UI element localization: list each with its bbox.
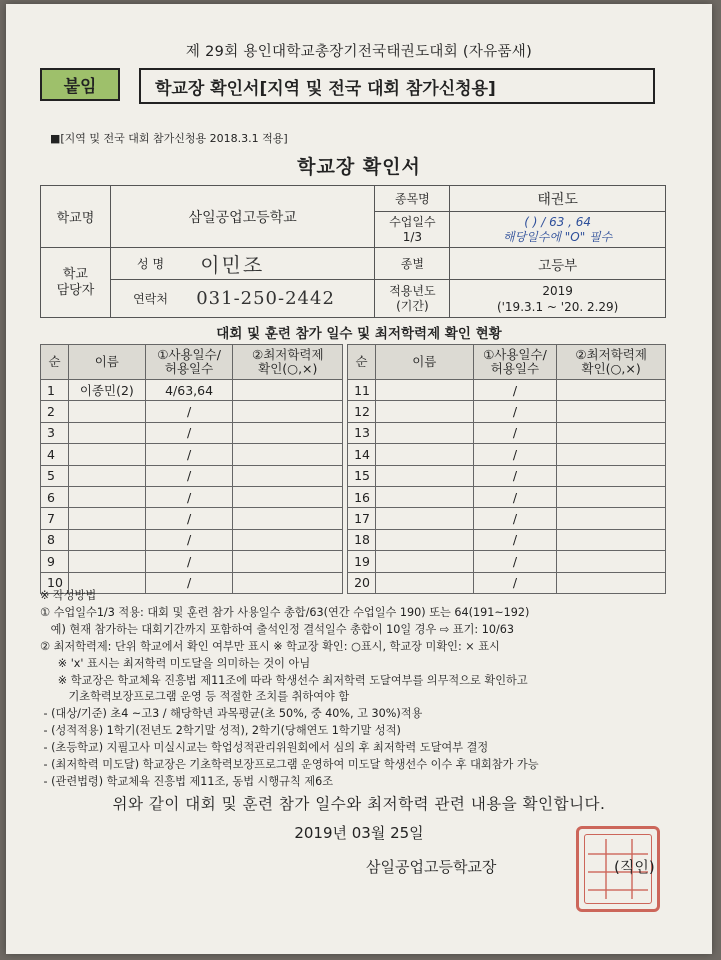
form-title: 학교장 확인서 [297, 156, 421, 178]
table-row [41, 380, 666, 401]
grade-check [557, 422, 666, 443]
student-name [376, 508, 474, 529]
form-heading-box: 학교장 확인서[지역 및 전국 대회 참가신청용] [139, 68, 655, 104]
table-row [41, 465, 666, 486]
used-days: / [473, 551, 557, 572]
used-days: / [473, 486, 557, 507]
header-grade-right [557, 345, 666, 380]
event-value: 태권도 [450, 186, 666, 212]
instruction-line: 기초학력보장프로그램 운영 등 적절한 조치를 취하여야 함 [40, 690, 350, 704]
manager-label-2: 담당자 [56, 282, 95, 298]
participation-table [40, 344, 666, 594]
row-number: 9 [41, 551, 69, 572]
name-label: 성 명 [110, 248, 190, 280]
header-days-right-1: ①사용일수/ [483, 347, 547, 362]
instruction-line: - (최저학력 미도달) 학교장은 기초학력보장프로그램 운영하여 미도달 학생선수 이수 후 대회참가 가능 [40, 758, 539, 772]
grade-check [233, 465, 343, 486]
student-name [376, 444, 474, 465]
used-days: / [473, 444, 557, 465]
attendance-value-2: 해당일수에 "O" 필수 [503, 229, 613, 244]
table-row [41, 401, 666, 422]
header-grade-right-1: ②최저학력제 [575, 347, 647, 362]
header-days-right-2: 허용일수 [490, 361, 540, 376]
header-days-2: 허용일수 [164, 361, 214, 376]
confirmation-date: 2019년 03월 25일 [294, 824, 424, 842]
school-name: 삼일공업고등학교 [110, 186, 375, 248]
header-no-right: 순 [348, 345, 376, 380]
confirmation-statement: 위와 같이 대회 및 훈련 참가 일수와 최저학력 관련 내용을 확인합니다. [112, 795, 606, 813]
used-days: 4/63,64 [145, 380, 233, 401]
used-days: / [145, 486, 233, 507]
competition-title: 제 29회 용인대학교총장기전국태권도대회 (자유품새) [185, 44, 533, 60]
student-name [68, 465, 145, 486]
used-days: / [473, 401, 557, 422]
table-row [41, 508, 666, 529]
row-number: 4 [41, 444, 69, 465]
grade-check [233, 422, 343, 443]
student-name [68, 486, 145, 507]
manager-label [41, 248, 111, 318]
section-title: 대회 및 훈련 참가 일수 및 최저학력제 확인 현황 [216, 326, 502, 342]
row-number: 14 [348, 444, 376, 465]
document-page [6, 4, 712, 954]
grade-check [233, 529, 343, 550]
event-label: 종목명 [375, 186, 450, 212]
header-grade-1: ②최저학력제 [251, 347, 324, 362]
row-number: 15 [348, 465, 376, 486]
grade-check [233, 401, 343, 422]
year-label [375, 280, 450, 318]
instruction-line: ※ 학교장은 학교체육 진흥법 제11조에 따라 학생선수 최저학력 도달여부를 의무적으로 확인하고 [40, 673, 528, 687]
student-name: 이종민(2) [68, 380, 145, 401]
used-days: / [473, 572, 557, 593]
row-number: 19 [348, 551, 376, 572]
row-number: 12 [348, 401, 376, 422]
student-name [68, 401, 145, 422]
student-name [376, 551, 474, 572]
row-number: 13 [348, 422, 376, 443]
grade-check [233, 380, 343, 401]
used-days: / [145, 444, 233, 465]
instruction-line: 예) 현재 참가하는 대회기간까지 포함하여 출석인정 결석일수 총합이 10일 경우 ⇨ 표기: 10/63 [40, 622, 514, 636]
used-days: / [473, 465, 557, 486]
year-label-2: (기간) [396, 298, 429, 313]
student-name [376, 465, 474, 486]
writing-instructions [40, 588, 680, 791]
header-name-right: 이름 [376, 345, 474, 380]
student-name [376, 529, 474, 550]
student-name [68, 551, 145, 572]
grade-check [233, 508, 343, 529]
table-header-row [41, 345, 666, 380]
instruction-line: ※ 'x' 표시는 최저학력 미도달을 의미하는 것이 아님 [40, 656, 311, 670]
seal-label: (직인) [614, 858, 655, 876]
grade-check [557, 380, 666, 401]
attachment-badge: 붙임 [40, 68, 120, 101]
row-number: 5 [41, 465, 69, 486]
header-days [145, 345, 233, 380]
row-number: 3 [41, 422, 69, 443]
used-days: / [145, 529, 233, 550]
used-days: / [473, 508, 557, 529]
grade-check [557, 551, 666, 572]
used-days: / [145, 422, 233, 443]
row-number: 16 [348, 486, 376, 507]
attendance-label-2: 1/3 [402, 229, 423, 244]
used-days: / [473, 529, 557, 550]
header-grade-2: 확인(○,×) [258, 361, 318, 376]
student-name [376, 401, 474, 422]
grade-check [557, 401, 666, 422]
category-value: 고등부 [450, 248, 666, 280]
student-name [68, 508, 145, 529]
grade-check [557, 529, 666, 550]
student-name [376, 422, 474, 443]
row-number: 10 [41, 572, 69, 593]
row-number: 17 [348, 508, 376, 529]
manager-name: 이민조 [190, 248, 375, 280]
attendance-value [450, 212, 666, 248]
used-days: / [473, 422, 557, 443]
table-row [41, 529, 666, 550]
attendance-value-1: ( ) / 63 , 64 [524, 214, 592, 229]
used-days: / [145, 401, 233, 422]
instruction-line: ① 수업일수1/3 적용: 대회 및 훈련 참가 사용일수 총합/63(연간 수업일수 190) 또는 64(191~192) [40, 605, 530, 619]
manager-contact: 031-250-2442 [190, 280, 375, 318]
category-label: 종별 [375, 248, 450, 280]
table-row [41, 486, 666, 507]
grade-check [557, 465, 666, 486]
row-number: 8 [41, 529, 69, 550]
instruction-line: ※ 작성방법 [40, 589, 97, 602]
row-number: 7 [41, 508, 69, 529]
used-days: / [145, 572, 233, 593]
header-no: 순 [41, 345, 69, 380]
student-name [376, 486, 474, 507]
year-value-1: 2019 [542, 283, 573, 298]
student-name [68, 444, 145, 465]
school-label: 학교명 [41, 186, 111, 248]
header-grade-right-2: 확인(○,×) [581, 361, 641, 376]
year-label-1: 적용년도 [389, 283, 436, 298]
row-number: 2 [41, 401, 69, 422]
instruction-line: - (성적적용) 1학기(전년도 2학기말 성적), 2학기(당해연도 1학기말 성적) [40, 724, 401, 738]
row-number: 1 [41, 380, 69, 401]
table-row [41, 422, 666, 443]
row-number: 6 [41, 486, 69, 507]
row-number: 20 [348, 572, 376, 593]
student-name [376, 380, 474, 401]
used-days: / [145, 465, 233, 486]
row-number: 11 [348, 380, 376, 401]
info-table [40, 185, 666, 318]
table-row [41, 444, 666, 465]
year-value [450, 280, 666, 318]
instruction-line: - (초등학교) 지필고사 미실시교는 학업성적관리위원회에서 심의 후 최저학력 도달여부 결정 [40, 741, 489, 755]
attendance-label-1: 수업일수 [389, 214, 436, 229]
grade-check [233, 486, 343, 507]
header-grade [233, 345, 343, 380]
grade-check [557, 444, 666, 465]
used-days: / [145, 508, 233, 529]
instruction-line: - (관련법령) 학교체육 진흥법 제11조, 동법 시행규칙 제6조 [40, 774, 334, 788]
header-name: 이름 [68, 345, 145, 380]
application-note: ■[지역 및 전국 대회 참가신청용 2018.3.1 적용] [50, 132, 288, 145]
header-days-1: ①사용일수/ [157, 347, 221, 362]
grade-check [557, 508, 666, 529]
student-name [68, 529, 145, 550]
used-days: / [145, 551, 233, 572]
grade-check [557, 486, 666, 507]
contact-label: 연락처 [110, 280, 190, 318]
student-name [68, 422, 145, 443]
manager-label-1: 학교 [62, 266, 88, 282]
table-row [41, 551, 666, 572]
instruction-line: ② 최저학력제: 단위 학교에서 확인 여부만 표시 ※ 학교장 확인: ○표시, 학교장 미확인: × 표시 [40, 639, 500, 653]
attendance-label [375, 212, 450, 248]
header-days-right [473, 345, 557, 380]
grade-check [233, 444, 343, 465]
row-number: 18 [348, 529, 376, 550]
used-days: / [473, 380, 557, 401]
principal-signature: 삼일공업고등학교장 [366, 858, 497, 876]
year-value-2: ('19.3.1 ~ '20. 2.29) [496, 299, 619, 314]
instruction-line: - (대상/기준) 초4 ~고3 / 해당학년 과목평균(초 50%, 중 40%, 고 30%)적용 [40, 707, 423, 721]
grade-check [233, 551, 343, 572]
